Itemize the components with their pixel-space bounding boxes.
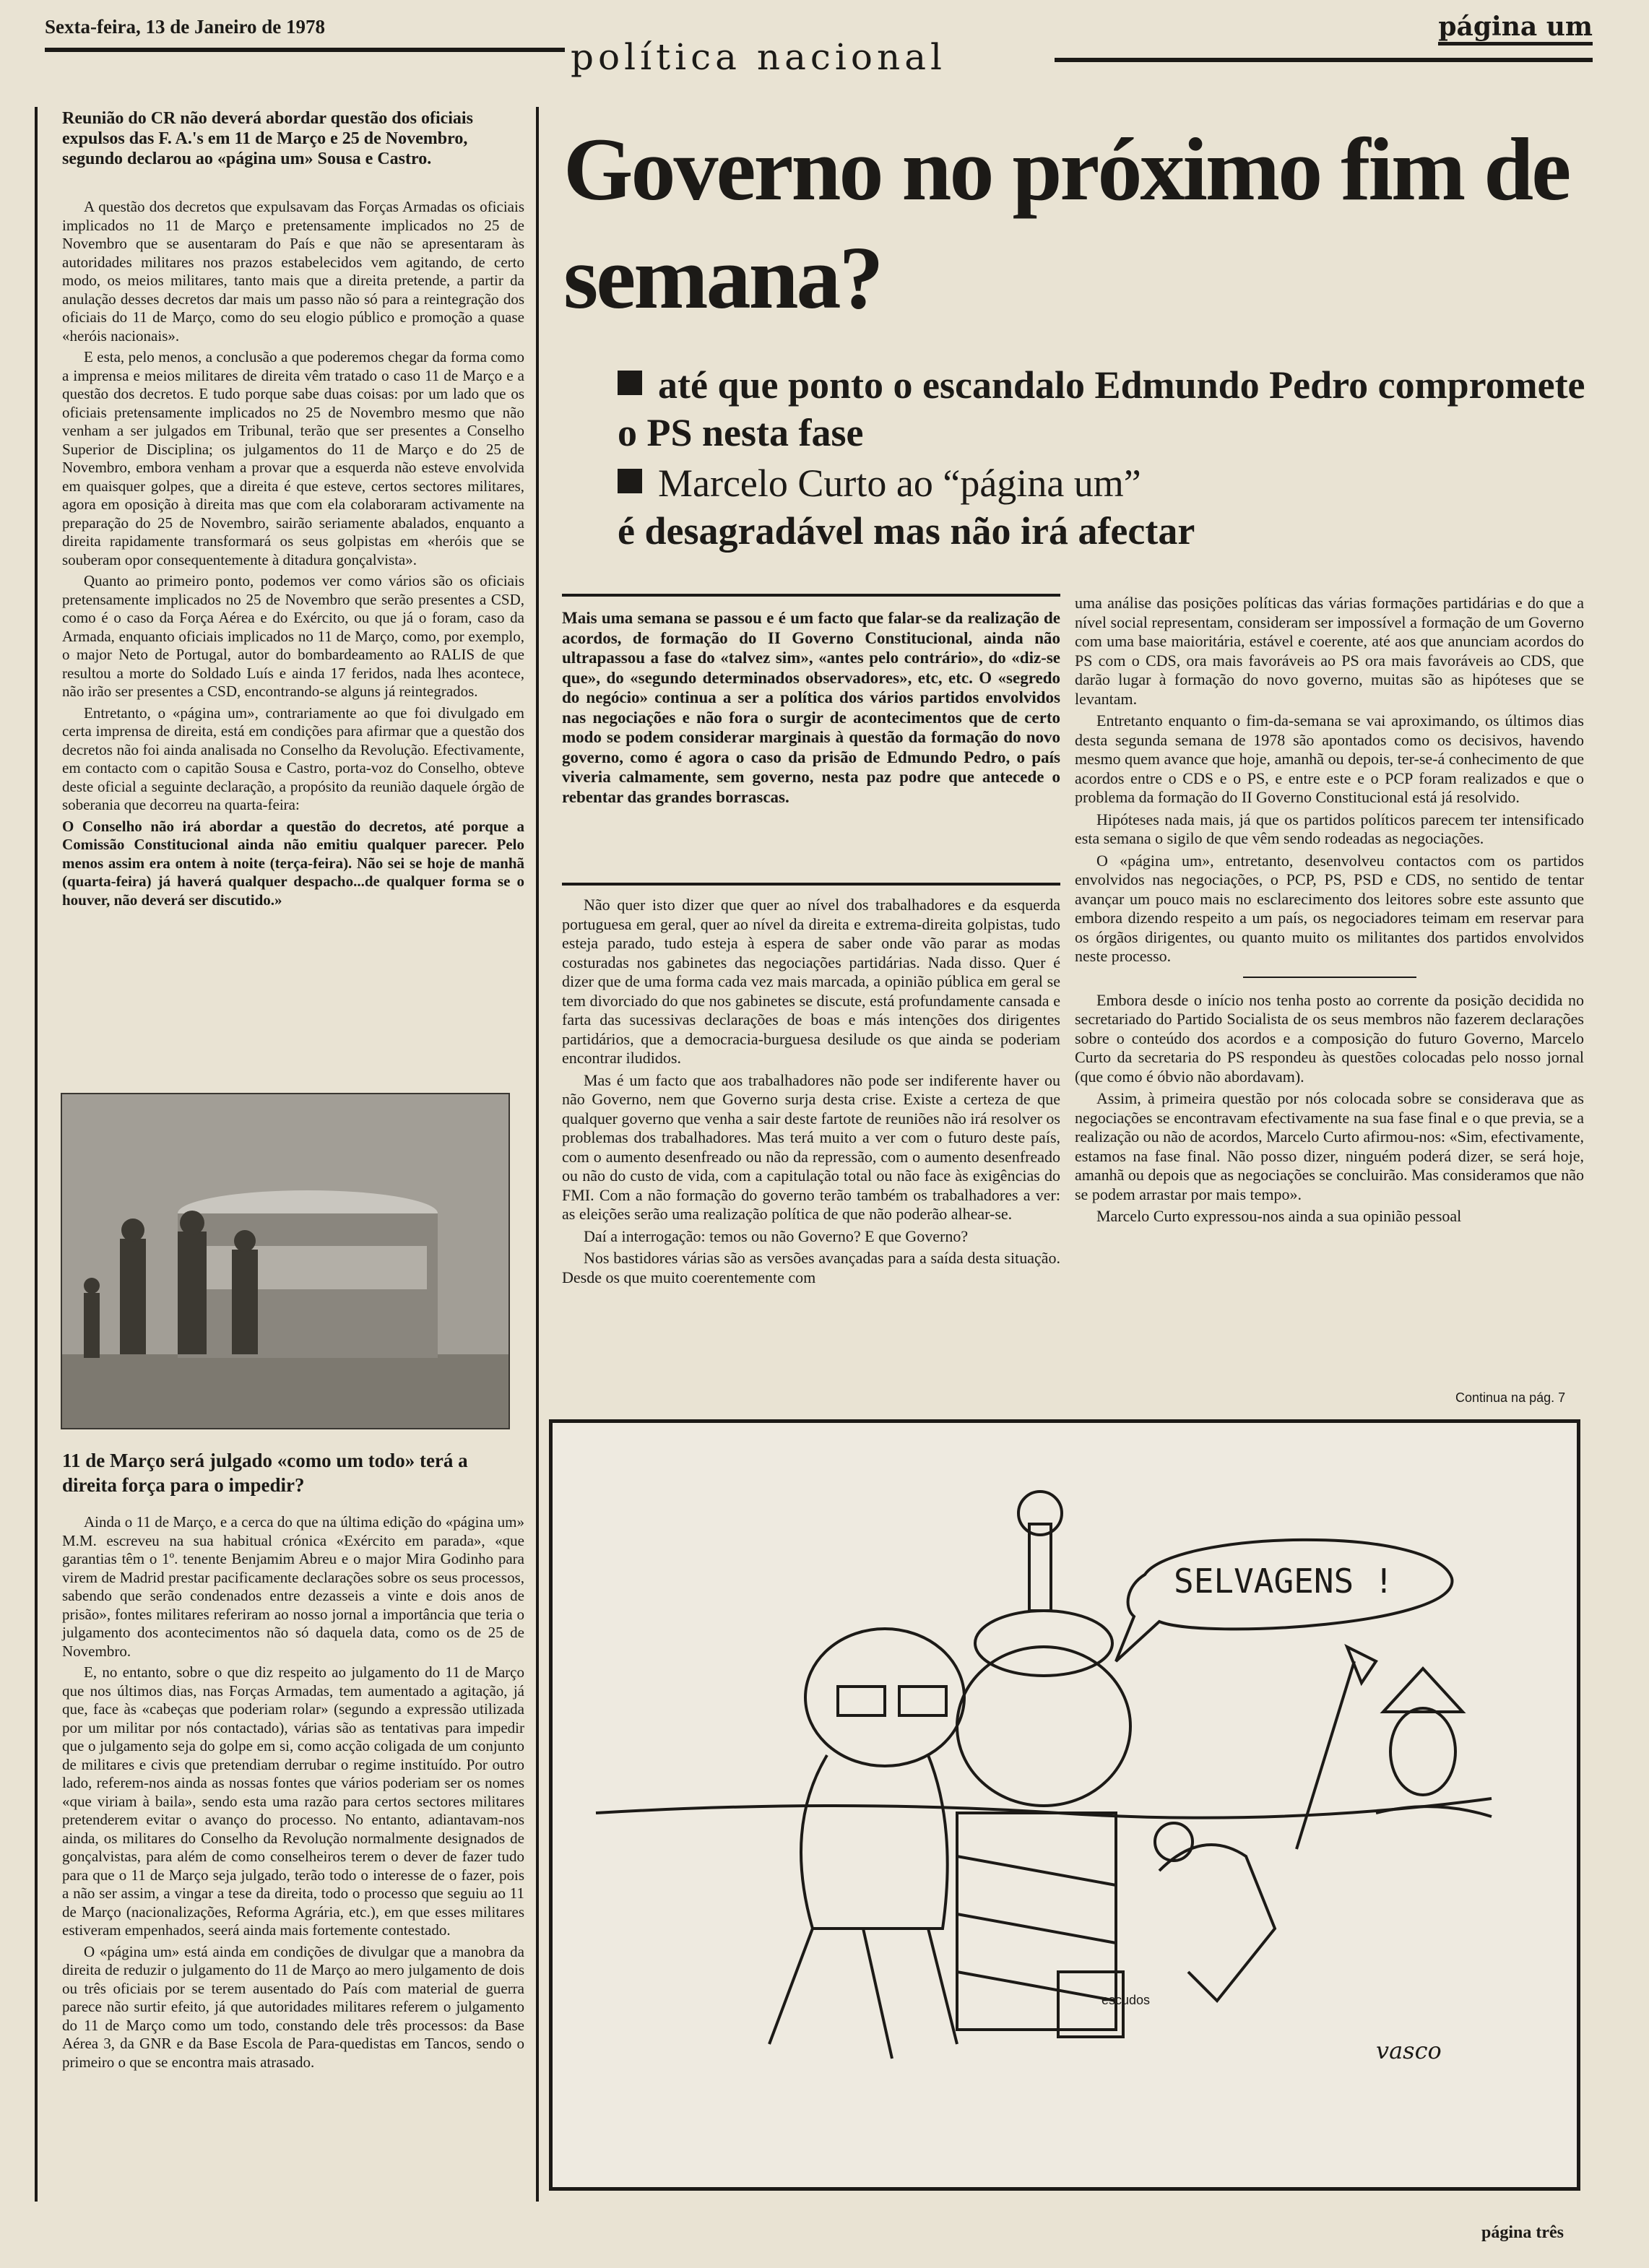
paragraph: Marcelo Curto expressou-nos ainda a sua opinião pessoal bbox=[1096, 1207, 1462, 1225]
left-lead: Reunião do CR não deverá abordar questão dos oficiais expulsos das F. A.'s em 11 de Março e 25 de Novembro, segundo declarou ao «página um» Sousa e Castro. bbox=[62, 109, 473, 168]
continued-note: Continua na pág. 7 bbox=[1455, 1390, 1566, 1405]
quote: O Conselho não irá abordar a questão do decretos, até porque a Comissão Constitucional ainda não emitiu qualquer parecer. Pelo menos assim era ontem à noite (terça-feira). Não sei se hoje de manhã (quarta-feira) já haverá qualquer despacho...de qualquer forma se o houver, não deverá ser discutido.» bbox=[62, 817, 524, 909]
bullet-square-icon bbox=[618, 371, 642, 395]
column-divider bbox=[536, 107, 539, 2202]
paragraph: Daí a interrogação: temos ou não Governo? E que Governo? bbox=[584, 1226, 969, 1245]
cartoon-drawing bbox=[553, 1423, 1577, 2187]
subheadlines bbox=[618, 361, 1600, 555]
photo-caption-headline: 11 de Março será julgado «como um todo» terá a direita força para o impedir? bbox=[62, 1450, 468, 1496]
subheadline-3: é desagradável mas não irá afectar bbox=[618, 509, 1195, 553]
paragraph: Embora desde o início nos tenha posto ao corrente da posição decidida no secretariado do Partido Socialista de os seus membros não fazerem declarações sobre o conteúdo dos acordos e a composição do futuro Governo, Marcelo Curto da secretaria do PS respondeu às questões colocadas pelo nosso jornal (que como é óbvio não abordavam). bbox=[1075, 990, 1584, 1086]
section-divider bbox=[1243, 977, 1416, 978]
bullet-square-icon bbox=[618, 469, 642, 493]
paragraph: E esta, pelo menos, a conclusão a que poderemos chegar da forma como a imprensa e meios militares de direita vêm tratado o caso 11 de Março e a questão dos decretos. E tudo porque sabe duas coisas: por um lado que os oficiais pretensamente implicados no 25 de Novembro mesmo que não venham a ser julgados em Tribunal, terão que ser presentes a Conselho Superior de Disciplina; os julgamentos do 11 de Março e do 25 de Novembro, embora venham a provar que a esquerda não esteve envolvida em quaisquer golpes, que a direita é que esteve, certos sectores militares, agora em oposição à direita mas que com ela colaboraram activamente na preparação do 25 de Novembro, sairão seriamente abalados, enquanto a direita rapidamente transformará os seus golpistas em «heróis que se souberam opor consequentemente à ditadura gonçalvista». bbox=[62, 348, 524, 568]
footer-page-name: página três bbox=[1481, 2223, 1564, 2242]
briefcase-tag: escudos bbox=[1102, 1993, 1151, 2007]
main-headline: Governo no próximo fim de semana? bbox=[563, 120, 1570, 327]
subheadline-2 bbox=[618, 459, 1600, 507]
paragraph: E, no entanto, sobre o que diz respeito ao julgamento do 11 de Março que nos últimos dias, nas Forças Armadas, tem aumentado a agitação, já que, face às «cabeças que poderiam rolar» (segundo a expressão utilizada por um militar por nós contactado), várias são as tentativas para impedir que o julgamento seja do golpe em si, como acção coligada de um conjunto de militares e civis que pretendiam derrubar o regime instituído. Por outro lado, referem-nos ainda as nossas fontes que vários poderiam ser os nomes «que viriam à baila», sendo esta uma razão para certos sectores militares pretenderem evitar o avanço do processo. No entanto, adiantavam-nos ainda, os militares do Conselho da Revolução normalmente designados de gonçalvistas, para além de como conselheiros terem o dever de fazer tudo para que o 11 de Março seja julgado, terão todo o interesse de o fazer, pois a não ser assim, a vingar a tese da direita, todo o processo que seguiu ao 11 de Março (nacionalizações, Reforma Agrária, etc.), em que esses militares estiveram empenhados, seerá ainda mais fortemente contestado. bbox=[62, 1663, 524, 1939]
paragraph: Assim, à primeira questão por nós colocada sobre se considerava que as negociações se encontravam efectivamente na sua fase final e o que previa, se a realização ou não de acordos, Marcelo Curto afirmou-nos: «Sim, efectivamente, estamos na fase final. Não posso dizer, ninguém poderá dizer, se será hoje, amanhã ou depois que as negociações se concluirão. Mas consideramos que não se podem arrastar por mais tempo». bbox=[1075, 1089, 1584, 1203]
paragraph: Entretanto, o «página um», contrariamente ao que foi divulgado em certa imprensa de direita, está em condições para afirmar que a questão dos decretos não foi ainda analisada no Conselho da Revolução. Efectivamente, em contacto com o capitão Sousa e Castro, porta-voz do Conselho, obteve deste oficial a seguinte declaração, a propósito da reunião daquele órgão de soberania que decorreu na quarta-feira: bbox=[62, 704, 524, 813]
subheadline-1 bbox=[618, 361, 1600, 456]
paragraph: uma análise das posições políticas das várias formações partidárias e do que a nível social representam, consideram ser impossível a formação de um Governo com uma base maioritária, estável e coerente, até aos que anunciam acordos do PS com o CDS, ora mais favoráveis ao PS ora mais favoráveis ao CDS, que darão lugar à formação do novo governo, muitas são as hipóteses que se levantam. bbox=[1075, 594, 1584, 708]
paragraph: Hipóteses nada mais, já que os partidos políticos parecem ter intensificado esta semana o sigilo de que vêm sendo rodeadas as negociações. bbox=[1075, 810, 1584, 847]
edition-date: Sexta-feira, 13 de Janeiro de 1978 bbox=[45, 16, 325, 38]
soldiers-photo-figure bbox=[62, 1094, 508, 1428]
subheadline-1-text: até que ponto o escandalo Edmundo Pedro compromete o PS nesta fase bbox=[618, 363, 1585, 454]
cartoonist-signature: vasco bbox=[1376, 2037, 1442, 2064]
paragraph: Não quer isto dizer que quer ao nível dos trabalhadores e da esquerda portuguesa em geral, quer ao nível da direita e extrema-direita golpistas, tudo esteja parado, tudo esteja à espera de saber onde vão parar as modas costuradas nos gabinetes das negociações partidárias. Nada disso. Quer é dizer que de uma forma cada vez mais marcada, a opinião pública em geral se tem divorciado do que nos gabinetes se discute, está profundamente cansada e farta das sucessivas declarações de boas e más intenções dos dirigentes partidários, que a democracia-burguesa desilude os que ainda se poderiam encontrar iludidos. bbox=[562, 896, 1060, 1067]
masthead-rule-left bbox=[45, 48, 565, 52]
left-article-body-2 bbox=[62, 1513, 524, 2072]
paragraph: O «página um», entretanto, desenvolveu contactos com os partidos envolvidos nas negociações, o PCP, PS, PSD e CDS, no sentido de tentar avançar um pouco mais no esclarecimento dos leitores sobre este assunto que embora dizendo respeito a um país, os negociadores teimam em reservar para os órgãos dirigentes, ou quanto muito os militantes dos partidos envolvidos neste processo. bbox=[1075, 851, 1584, 965]
soldiers-photo bbox=[61, 1093, 510, 1429]
main-lead: Mais uma semana se passou e é um facto que falar-se da realização de acordos, de formação do II Governo Constitucional, ainda não ultrapassou a fase do «talvez sim», «antes pelo contrário», do «diz-se que», do «segundo determinados observadores», etc, etc. O «segredo do negócio» continua a ser a política dos vários partidos envolvidos nas negociações e não fora o surgir de acontecimentos que de certo modo se podem considerar marginais à questão da formação do novo governo, como é agora o caso da prisão de Edmundo Pedro, o país viveria calmamente, sem governo, nesta paz podre que antecede o rebentar das grandes borrascas. bbox=[562, 609, 1060, 806]
main-col-a bbox=[562, 896, 1060, 1290]
speech-bubble-text: SELVAGENS ! bbox=[1174, 1562, 1394, 1601]
paragraph: O «página um» está ainda em condições de divulgar que a manobra da direita de reduzir o julgamento do 11 de Março ao mero julgamento de dois ou três oficiais por se terem ausentado do País com material de guerra parece não surtir efeito, já que autoridades militares referem o julgamento do 11 de Março como um todo, constando dele três processos: da Base Aérea 3, da GNR e da Base Escola de Para-quedistas em Tancos, sendo o primeiro o que se encontra mais atrasado. bbox=[62, 1942, 524, 2071]
main-col-b bbox=[1075, 594, 1584, 1229]
left-column bbox=[62, 108, 524, 912]
section-title: política nacional bbox=[571, 36, 946, 78]
masthead-rule-right bbox=[1055, 58, 1593, 62]
left-border-rule bbox=[35, 107, 38, 2202]
paragraph: Quanto ao primeiro ponto, podemos ver como vários são os oficiais pretensamente implicados no 25 de Novembro que serão presentes a CSD, como é o caso da Força Aérea e do Exército, ou que já o foram, caso da Armada, enquanto oficiais implicados no 11 de Março, como, por exemplo, o major Neto de Portugal, autor do bombardeamento ao RALIS de que resultou a morte do Soldado Luís e ainda 17 feridos, nada lhes acontece, não irão ser presentes a CSD, encontrando-se alguns já reintegrados. bbox=[62, 572, 524, 700]
lead-rule-bottom bbox=[562, 883, 1060, 886]
subheadline-2-text: Marcelo Curto ao “página um” bbox=[658, 462, 1141, 505]
paragraph: A questão dos decretos que expulsavam das Forças Armadas os oficiais implicados no 11 de Março e pretensamente implicados no 25 de Novembro que se ausentaram do País e que não se apresentaram às autoridades militares nos prazos estabelecidos vem agitando, de certo modo, os meios militares, tanto mais que a direita pretende, a partir da anulação desses decretos dar mais um passo não só para a reintegração dos oficiais do 11 de Março, como do seu elogio público e promoção a quase «heróis nacionais». bbox=[62, 198, 524, 345]
paragraph: Nos bastidores várias são as versões avançadas para a saída desta situação. Desde os que muito coerentemente com bbox=[562, 1249, 1060, 1286]
left-column-lower bbox=[62, 1448, 524, 2074]
page-name: página um bbox=[1438, 12, 1593, 46]
left-article-body bbox=[62, 198, 524, 909]
paragraph: Mas é um facto que aos trabalhadores não pode ser indiferente haver ou não Governo, nem que Governo surja desta crise. Existe a certeza de que qualquer governo que venha a sair deste fartote de reuniões não irá resolver os problemas dos trabalhadores. Mas terá muito a ver com o futuro deste país, com o aumento desenfreado ou não da repressão, com o aumento desenfreado ou não do custo de vida, com a capitulação total ou não face às exigências do FMI. Com a não formação do governo terão também os trabalhadores a ver: as eleições serão uma realização política de que não poderão alhear-se. bbox=[562, 1070, 1060, 1223]
paragraph: Entretanto enquanto o fim-da-semana se vai aproximando, os últimos dias desta segunda semana de 1978 são apontados como os decisivos, havendo mesmo quem avance que hoje, amanhã ou depois, ter-se-á conhecimento de que acordos entre o CDS e o PS, e entre este e o PCP foram realizados e que o problema da formação do II Governo Constitucional está já resolvido. bbox=[1075, 711, 1584, 806]
editorial-cartoon bbox=[549, 1419, 1580, 2191]
lead-rule-top bbox=[562, 594, 1060, 597]
paragraph: Ainda o 11 de Março, e a cerca do que na última edição do «página um» M.M. escreveu na sua habitual crónica «Exército em parada», «que garantias têm o 1º. tenente Benjamim Abreu e o major Mira Godinho para virem de Madrid prestar pacificamente declarações sobre os seus processos, sabendo que serão condenados entre dezasseis a vinte e dois anos de prisão», fontes militares referiram ao nosso jornal a importância que teria o julgamento dos acontecimentos não só daquela data, como os de 25 de Novembro. bbox=[62, 1513, 524, 1660]
